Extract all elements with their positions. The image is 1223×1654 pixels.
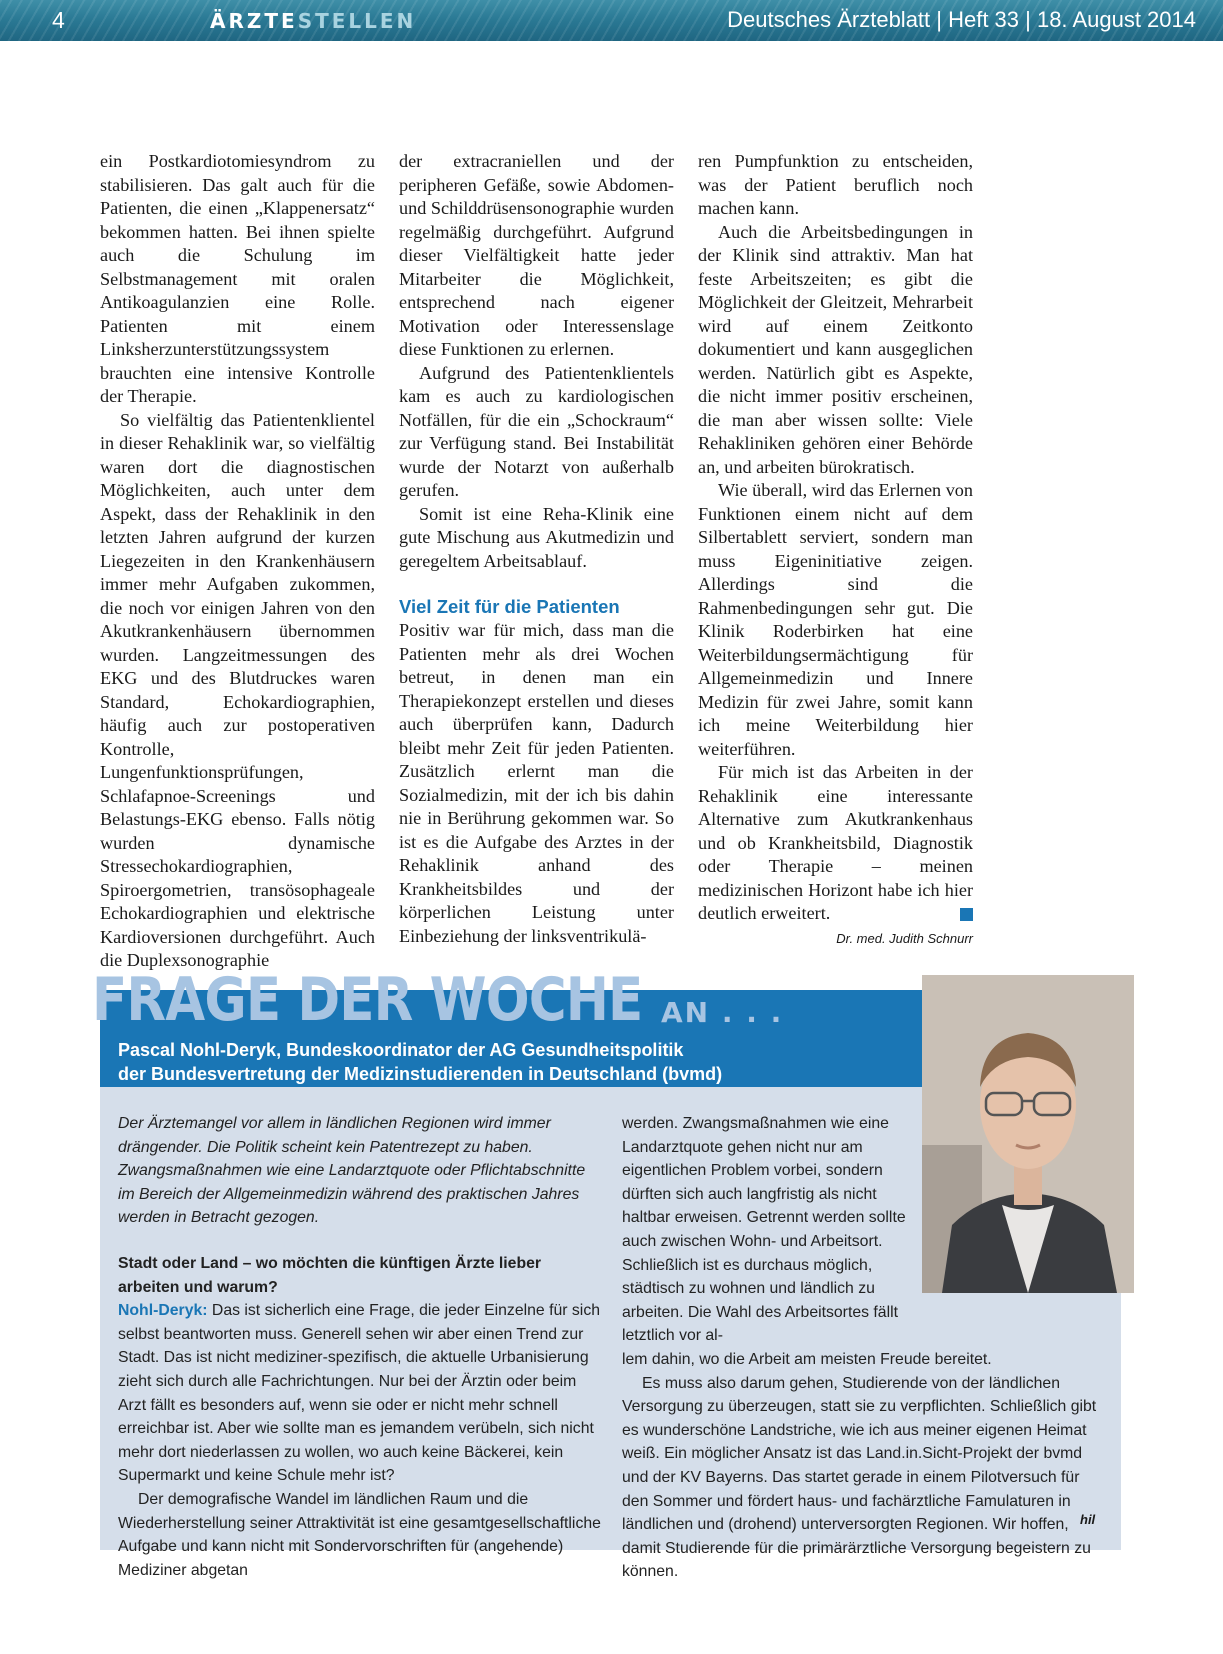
- answer-paragraph: Der demografische Wandel im ländlichen Raum und die Wiederherstellung seiner Attraktivität ist eine gesamtgesellschaftliche Aufgabe und kann nicht mit Sondervorschriften für (angehende) Mediziner abgetan: [118, 1490, 601, 1579]
- paragraph: ein Postkardiotomiesyndrom zu stabilisieren. Das galt auch für die Patienten, die einen „Klappenersatz“ bekommen hatten. Bei ihnen spielte auch die Schulung im Selbstmanagement mit oralen Antikoagulanzien eine Rolle. Patienten mit einem Linksherzunterstützungssystem brauchten eine intensive Kontrolle der Therapie.: [100, 151, 375, 406]
- section-brand: [210, 9, 416, 33]
- frage-signature: hil: [1080, 1512, 1096, 1527]
- paragraph: So vielfältig das Patientenklientel in dieser Rehaklinik war, so vielfältig waren dort die diagnostischen Möglichkeiten, auch unter dem Aspekt, dass der Rehaklinik in den letzten Jahren aufgrund der kurzen Liegezeiten in den Krankenhäusern immer mehr Aufgaben zukommen, die noch vor einigen Jahren von den Akutkrankenhäusern übernommen wurden. Langzeitmessungen des EKG und des Blutdruckes waren Standard, Echokardiographien, häufig auch zur postoperativen Kontrolle, Lungenfunktionsprüfungen, Schlafapnoe-Screenings und Belastungs-EKG ebenso. Falls nötig wurden dynamische Stressechokardiographien, Spiroergometrien, transösophageale Echokardiographien und elektrische Kardioversionen durchgeführt. Auch die Duplexsonographie: [100, 409, 375, 970]
- brand-part-2: STELLEN: [297, 9, 417, 33]
- speaker-name: Nohl-Deryk:: [118, 1302, 208, 1320]
- paragraph: Aufgrund des Patientenklientels kam es auch zu kardiologischen Notfällen, für die ein „Schockraum“ zur Verfügung stand. Bei Instabilität wurde der Notarzt von außerhalb gerufen.: [399, 362, 674, 500]
- end-mark-square: [960, 908, 973, 921]
- answer-paragraph: lem dahin, wo die Arbeit am meisten Freude bereitet.: [622, 1351, 992, 1368]
- paragraph-with-endmark: [698, 761, 973, 926]
- frage-left-column: [118, 1112, 601, 1582]
- brand-part-1: ÄRZTE: [210, 9, 298, 33]
- subtitle-line: der Bundesvertretung der Medizinstudierenden in Deutschland (bvmd): [118, 1064, 723, 1084]
- article-column-2: [399, 150, 674, 948]
- subtitle-line: Pascal Nohl-Deryk, Bundeskoordinator der AG Gesundheitspolitik: [118, 1040, 684, 1060]
- article-column-1: [100, 150, 375, 973]
- answer-paragraph: werden. Zwangsmaßnahmen wie eine Landarztquote gehen nicht nur am eigentlichen Problem vorbei, sondern dürften sich auch langfristig als nicht haltbar erweisen. Getrennt werden sollte auch zwischen Wohn- und Arbeitsort. Schließlich ist es durchaus möglich, städtisch zu wohnen und ländlich zu arbeiten. Die Wahl des Arbeitsortes fällt letztlich vor al-: [622, 1115, 906, 1345]
- frage-subtitle: [118, 1038, 908, 1086]
- frage-intro: Der Ärztemangel vor allem in ländlichen Regionen wird immer drängender. Die Politik scheint kein Patentrezept zu haben. Zwangsmaßnahmen wie eine Landarztquote oder Pflichtabschnitte im Bereich der Allgemeinmedizin während des praktischen Jahres werden in Betracht gezogen.: [118, 1115, 586, 1227]
- page-number: 4: [52, 7, 65, 33]
- paragraph: Somit ist eine Reha-Klinik eine gute Mischung aus Akutmedizin und geregeltem Arbeitsablauf.: [399, 503, 674, 571]
- portrait-photo: [922, 975, 1134, 1293]
- article-author: Dr. med. Judith Schnurr: [836, 930, 973, 946]
- section-subheading: Viel Zeit für die Patienten: [399, 596, 620, 617]
- paragraph: Positiv war für mich, dass man die Patienten mehr als drei Wochen betreut, in denen man ein Therapiekonzept erstellen und dieses auch überprüfen kann, Dadurch bleibt mehr Zeit für jeden Patienten. Zusätzlich erlernt man die Sozialmedizin, mit der ich bis dahin nie in Berührung gekommen war. So ist es die Aufgabe des Arztes in der Rehaklinik anhand des Krankheitsbildes und der körperlichen Leistung unter Einbeziehung der linksventrikulä-: [399, 620, 674, 946]
- journal-issue: Deutsches Ärzteblatt | Heft 33 | 18. August 2014: [727, 7, 1196, 32]
- page-header: [0, 0, 1223, 41]
- paragraph: Wie überall, wird das Erlernen von Funktionen einem nicht auf dem Silbertablett serviert, sondern man muss Eigeninitiative zeigen. Allerdings sind die Rahmenbedingungen sehr gut. Die Klinik Roderbirken hat eine Weiterbildungsermächtigung für Allgemeinmedizin und Innere Medizin für zwei Jahre, somit kann ich meine Weiterbildung hier weiterführen.: [698, 480, 973, 759]
- frage-right-column-wide: [622, 1348, 1104, 1584]
- frage-question: Stadt oder Land – wo möchten die künftigen Ärzte lieber arbeiten und warum?: [118, 1254, 542, 1296]
- answer-paragraph: Es muss also darum gehen, Studierende von der ländlichen Versorgung zu überzeugen, statt sie zu verpflichten. Schließlich gibt es wunderschöne Landstriche, wie ich aus meiner eigenen Heimat weiß. Ein möglicher Ansatz ist das Land.in.Sicht-Projekt der bvmd und der KV Bayerns. Das startet gerade in einem Pilotversuch für den Sommer und fördert haus- und fachärztliche Famulaturen in ländlichen und (drohend) unterversorgten Regionen. Wir hoffen, damit Studierende für die primärärztliche Versorgung begeistern zu können.: [622, 1374, 1097, 1581]
- answer-text: Das ist sicherlich eine Frage, die jeder Einzelne für sich selbst beantworten muss. Generell sehen wir aber einen Trend zur Stadt. Das ist nicht mediziner-spezifisch, die aktuelle Urbanisierung zieht sich durch alle Fachrichtungen. Nur bei der Ärztin oder beim Arzt fällt es besonders auf, wenn sie oder er nicht mehr schnell erreichbar ist. Aber wie sollte man es jemandem verübeln, sich nicht mehr dort niederlassen zu wollen, wo auch keine Bäckerei, kein Supermarkt und keine Schule mehr ist?: [118, 1302, 601, 1485]
- frage-title-suffix: AN . . .: [661, 996, 784, 1029]
- answer-paragraph: [118, 1299, 601, 1488]
- portrait-illustration: [922, 975, 1134, 1293]
- paragraph: Auch die Arbeitsbedingungen in der Klinik sind attraktiv. Man hat feste Arbeitszeiten; es gibt die Möglichkeit der Gleitzeit, Mehrarbeit wird auf einem Zeitkonto dokumentiert und kann ausgeglichen werden. Natürlich gibt es Aspekte, die nicht immer positiv erscheinen, die man aber wissen sollte: Viele Rehakliniken gehören einer Behörde an, und arbeiten bürokratisch.: [698, 221, 973, 477]
- paragraph: ren Pumpfunktion zu entscheiden, was der Patient beruflich noch machen kann.: [698, 151, 973, 218]
- frage-right-column: [622, 1112, 922, 1348]
- frage-title: FRAGE DER WOCHE: [92, 965, 643, 1035]
- article-column-3: [698, 150, 973, 948]
- paragraph: der extracraniellen und der peripheren Gefäße, sowie Abdomen- und Schilddrüsensonographie wurden regelmäßig durchgeführt. Aufgrund dieser Vielfältigkeit hatte jeder Mitarbeiter die Möglichkeit, entsprechend nach eigener Motivation oder Interessenslage diese Funktionen zu erlernen.: [399, 151, 674, 359]
- paragraph-text: Für mich ist das Arbeiten in der Rehaklinik eine interessante Alternative zum Akutkrankenhaus und ob Krankheitsbild, Diagnostik oder Therapie – meinen medizinischen Horizont habe ich hier deutlich erweitert.: [698, 762, 973, 923]
